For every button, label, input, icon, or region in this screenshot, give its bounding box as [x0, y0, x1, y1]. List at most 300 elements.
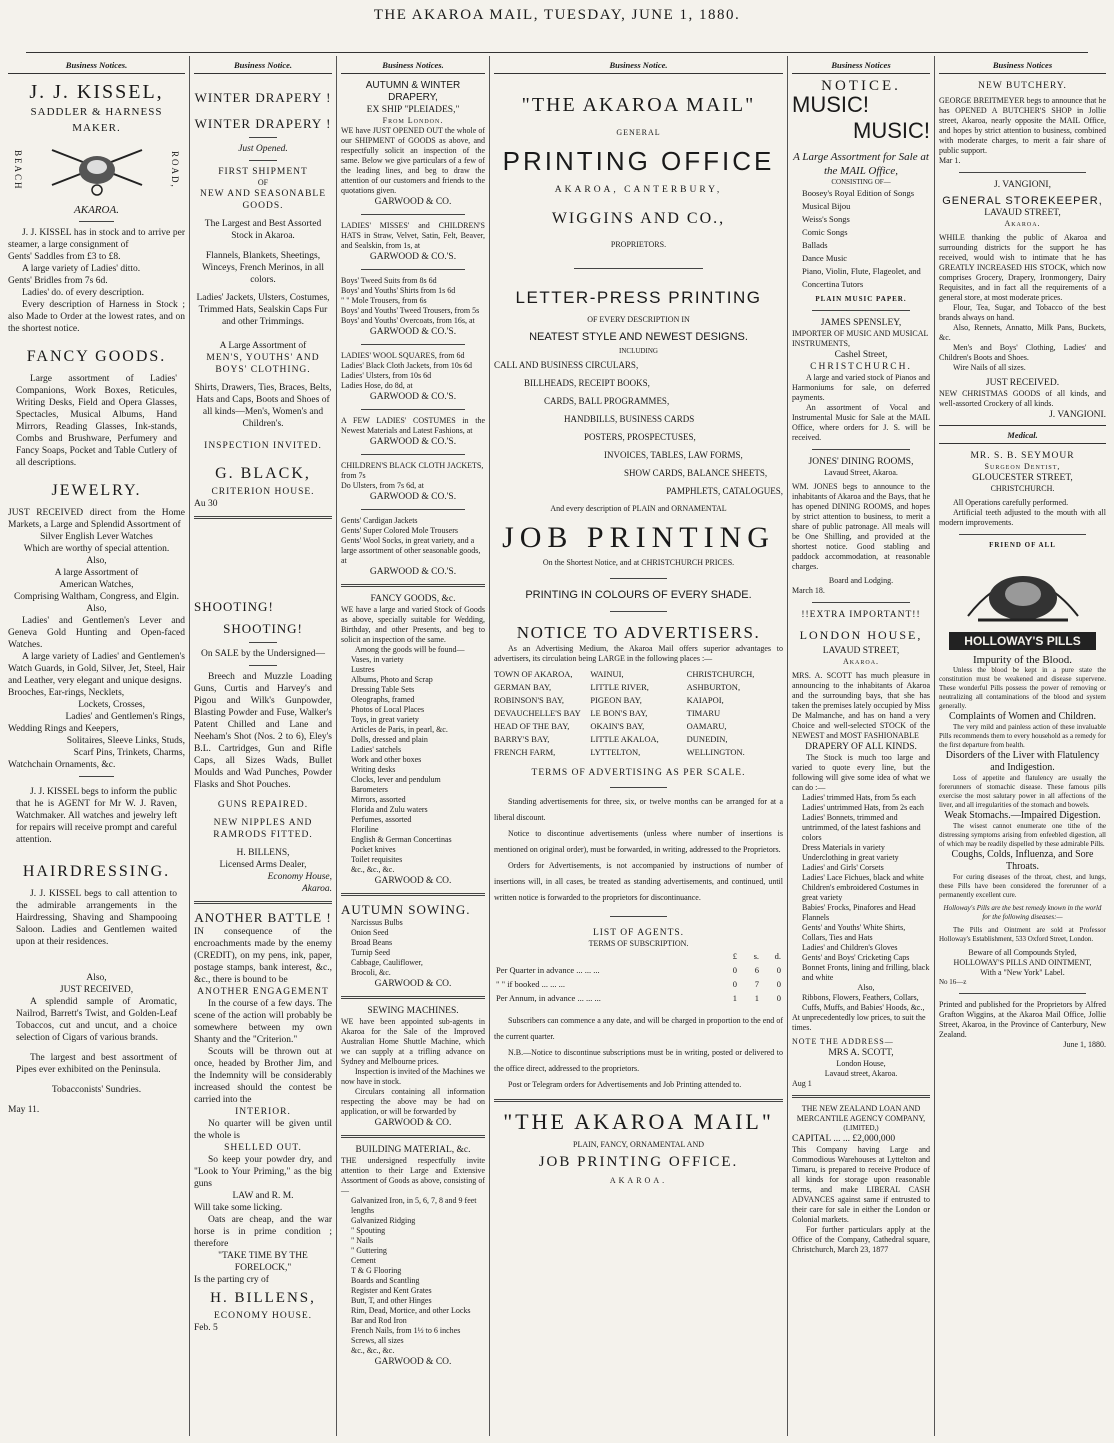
- list-item: Ladies' and Children's Gloves: [802, 943, 898, 952]
- place: TOWN OF AKAROA,: [494, 669, 573, 679]
- jones-title: JONES' DINING ROOMS,: [808, 457, 914, 467]
- list-item: Bar and Rod Iron: [351, 1316, 407, 1325]
- column-heading: Business Notices.: [8, 56, 185, 74]
- column-heading: Business Notices: [792, 56, 930, 74]
- place: FRENCH FARM,: [494, 747, 556, 757]
- list-item: Babies' Frocks, Pinafores and Head Flannels: [802, 903, 916, 922]
- list-item: POSTERS, PROSPECTUSES,: [584, 432, 696, 442]
- drapery-line: INSPECTION INVITED.: [204, 441, 322, 451]
- list-item: Ribbons, Flowers, Feathers, Collars, Cuffs, Muffs, and Babies' Hoods, &c.,: [802, 993, 925, 1012]
- divider: [341, 996, 485, 999]
- list-item: " Spouting: [351, 1226, 386, 1235]
- sewing-body: WE have been appointed sub-agents in Akaroa for the Sale of the Improved Australian Home Shuttle Machine, which we can supply at a trifling advance on Sydney and Melbourne prices.: [341, 1017, 485, 1066]
- seymour-street: GLOUCESTER STREET,: [972, 473, 1073, 483]
- autumn-from: From London.: [382, 116, 444, 125]
- liver-title: Disorders of the Liver with Flatulency and Indigestion.: [945, 750, 1100, 773]
- list-item: Underclothing in great variety: [802, 853, 899, 862]
- holloway-emblem-icon: [948, 556, 1098, 626]
- masthead: [0, 0, 1114, 58]
- list-item: Floriline: [351, 825, 379, 834]
- divider: [194, 516, 332, 519]
- jewelry-line: JUST RECEIVED direct from the Home Markets, a Large and Splendid Assortment of: [8, 508, 185, 530]
- autumn-costumes: A FEW LADIES' COSTUMES in the Newest Materials and Latest Fashions, at: [341, 416, 485, 435]
- autumn-wool: LADIES' WOOL SQUARES, from 6d: [341, 351, 465, 360]
- table-cell: 0: [732, 965, 737, 975]
- list-item: Oleographs, framed: [351, 695, 415, 704]
- list-item: Onion Seed: [351, 928, 389, 937]
- drapery-line: Shirts, Drawers, Ties, Braces, Belts, Hats and Caps, Boots and Shoes of all kinds—Men's, Women's and Children's.: [194, 383, 332, 429]
- vangioni-town: Akaroa.: [1004, 219, 1041, 228]
- complaints-title: Complaints of Women and Children.: [948, 711, 1097, 722]
- list-item: Lustres: [351, 665, 375, 674]
- drapery-title: WINTER DRAPERY !: [194, 90, 332, 105]
- spensley-importer: IMPORTER OF MUSIC AND MUSICAL INSTRUMENTS,: [792, 329, 929, 348]
- place: LYTTELTON,: [590, 747, 641, 757]
- jones-body: WM. JONES begs to announce to the inhabitants of Akaroa and the Bays, that he has opened DINING ROOMS, and hopes by strict attention to business, to merit a share of public patronage. All meals will be One Shilling, and provided at the shortest notice. Good stabling and paddock accommodation, at reasonable charges.: [792, 482, 930, 571]
- autumn-ulsters: Do Ulsters, from 7s 6d, at: [341, 481, 424, 490]
- list-item: Butt, T, and other Hinges: [351, 1296, 432, 1305]
- autumn-wool: Ladies' Black Cloth Jackets, from 10s 6d: [341, 361, 472, 370]
- shooting-ad: [194, 599, 332, 895]
- seymour-title: Surgeon Dentist,: [984, 462, 1061, 471]
- saddle-emblem-icon: [42, 140, 152, 200]
- fancy-title: FANCY GOODS, &c.: [370, 594, 456, 604]
- list-item: INVOICES, TABLES, LAW FORMS,: [604, 450, 743, 460]
- building-title: BUILDING MATERIAL, &c.: [355, 1145, 471, 1155]
- sewing-body: Inspection is invited of the Machines we now have in stock.: [341, 1067, 485, 1086]
- vangioni-body: Also, Rennets, Annatto, Milk Pans, Buckets, &c.: [939, 323, 1106, 342]
- jewelry-line: American Watches,: [59, 580, 134, 590]
- music-assortment: A Large Assortment for Sale at the MAIL Office,: [793, 151, 929, 177]
- autumn-wool: Ladies Hose, do 8d, at: [341, 381, 413, 390]
- battle-time: "TAKE TIME BY THE FORELOCK,": [218, 1251, 308, 1273]
- divider: [610, 916, 668, 917]
- nz-title: THE NEW ZEALAND LOAN AND MERCANTILE AGENCY COMPANY,: [796, 1104, 926, 1123]
- letterpress-every: OF EVERY DESCRIPTION IN: [587, 315, 690, 324]
- fancy-list: [341, 655, 485, 875]
- battle-engagement: ANOTHER ENGAGEMENT: [197, 987, 329, 997]
- divider: [361, 344, 465, 345]
- list-item: Dolls, dressed and plain: [351, 735, 428, 744]
- divider: [792, 1095, 930, 1098]
- vangioni-body: Flour, Tea, Sugar, and Tobacco of the best brands always on hand.: [939, 303, 1106, 322]
- column-heading: Business Notice.: [494, 56, 783, 74]
- shooting-title: SHOOTING!: [194, 599, 274, 614]
- list-item: Photos of Local Places: [351, 705, 425, 714]
- autumn-sowing-ad: [341, 902, 485, 990]
- place: DUNEDIN,: [686, 734, 728, 744]
- list-item: Ladies' Lace Fichues, black and white: [802, 873, 924, 882]
- list-item: HANDBILLS, BUSINESS CARDS: [564, 414, 695, 424]
- divider: [249, 137, 277, 138]
- shooting-signature: H. BILLENS,: [236, 848, 290, 858]
- agents-title: LIST OF AGENTS.: [592, 928, 685, 938]
- tobacco-line: Also,: [86, 973, 107, 983]
- drapery-date: Au 30: [194, 499, 218, 509]
- drapery-kinds: DRAPERY OF ALL KINDS.: [805, 742, 917, 752]
- jewelry-line: Silver English Lever Watches: [40, 532, 153, 542]
- autumn-boys: " " Mole Trousers, from 6s: [341, 296, 427, 305]
- autumn-ship: EX SHIP "PLEIADES,": [366, 105, 460, 115]
- nz-body: This Company having Large and Commodious Warehouses at Lyttelton and Timaru, is prepared to receive Produce of all kinds for storage upon reasonable terms, and make LIBERAL CASH ADVANCES against same if entrusted to their care for sale in either the London or Colonial markets.: [792, 1145, 930, 1224]
- fancy-goods-ad: [8, 345, 185, 469]
- list-item: Boards and Scantling: [351, 1276, 420, 1285]
- advertisers-title: NOTICE TO ADVERTISERS.: [516, 623, 761, 642]
- divider: [361, 454, 465, 455]
- jewelry-line: Which are worthy of special attention.: [23, 544, 170, 554]
- drapery-line: Flannels, Blankets, Sheetings, Winceys, French Merinos, in all colors.: [201, 251, 325, 285]
- scott-street: Lavaud street, Akaroa.: [824, 1069, 898, 1078]
- printing-list: [494, 356, 783, 500]
- table-header: d.: [774, 951, 781, 961]
- list-item: Children's embroidered Costumes in great variety: [802, 883, 919, 902]
- spensley-body: An assortment of Vocal and Instrumental Music for Sale at the MAIL Office, where orders for J. S. will be received.: [792, 403, 930, 442]
- pill-body: Loss of appetite and flatulency are usually the forerunners of stomachic disease. These famous pills exercise the most salutary power in all affections of the liver, and all irregularities of the stomach and bowels.: [939, 774, 1106, 809]
- page-title: THE AKAROA MAIL, TUESDAY, JUNE 1, 1880.: [373, 7, 741, 23]
- table-cell: Per Annum, in advance ... ... ...: [496, 993, 601, 1003]
- shortest-notice: On the Shortest Notice, and at CHRISTCHURCH PRICES.: [542, 558, 735, 567]
- sewing-title: SEWING MACHINES.: [367, 1006, 459, 1016]
- list-item: Bonnet Fronts, lining and frilling, black and white: [802, 963, 930, 982]
- column-2: [189, 56, 336, 1436]
- place: ASHBURTON,: [686, 682, 741, 692]
- music-consisting: CONSISTING OF—: [831, 178, 891, 186]
- seymour-city: CHRISTCHURCH.: [990, 484, 1055, 493]
- list-item: Rim, Dead, Mortice, and other Locks: [351, 1306, 471, 1315]
- shooting-house: Economy House,: [267, 872, 332, 882]
- place: TIMARU: [686, 708, 721, 718]
- place: LITTLE RIVER,: [590, 682, 649, 692]
- letterpress-neatest: NEATEST STYLE AND NEWEST DESIGNS.: [529, 331, 748, 343]
- jewelry-title: JEWELRY.: [51, 482, 142, 499]
- garwood-signature: GARWOOD & CO.'S.: [369, 437, 457, 447]
- table-cell: 1: [754, 993, 759, 1003]
- side-label-right: ROAD,: [170, 151, 180, 189]
- general-storekeeper: GENERAL STOREKEEPER,: [942, 195, 1103, 207]
- list-item: Ballads: [802, 240, 828, 250]
- butchery-body: GEORGE BREITMEYER begs to announce that he has OPENED A BUTCHER'S SHOP in Jollie street, Akaroa, nearly opposite the MAIL Office, and hopes by strict attention to business, combined with moderate charges, to merit a fair share of public support.: [939, 96, 1106, 155]
- tobacco-line: The largest and best assortment of Pipes ever exhibited on the Peninsula.: [16, 1053, 177, 1075]
- pill-best: Holloway's Pills are the best remedy known in the world for the following diseases:—: [943, 904, 1102, 921]
- divider: [959, 534, 1086, 535]
- music-title: MUSIC!: [792, 92, 869, 117]
- battle-cry: Is the parting cry of: [194, 1275, 269, 1285]
- table-header: s.: [753, 951, 759, 961]
- list-item: Ladies' and Girls' Corsets: [802, 863, 884, 872]
- autumn-gents: Gents' Cardigan Jackets: [341, 516, 418, 525]
- jewelry-ad: [8, 479, 185, 850]
- terms-line: TERMS OF ADVERTISING AS PER SCALE.: [531, 768, 746, 778]
- scott-date: Aug 1: [792, 1079, 812, 1088]
- table-cell: 1: [732, 993, 737, 1003]
- scott-prices: At unprecedentedly low prices, to suit the times.: [792, 1013, 926, 1032]
- vangioni-body: WHILE thanking the public of Akaroa and surrounding districts for the support he has received, would wish to intimate that he has GREATLY INCREASED HIS STOCK, which now comprises Grocery, Drapery, Ironmongery, Dairy Requisites, and in fact all the requirements of a general store, at most moderate prices.: [939, 233, 1106, 302]
- divider: [341, 1135, 485, 1138]
- column-heading: Business Notices: [939, 56, 1106, 74]
- table-row: [494, 963, 783, 977]
- sub-para: N.B.—Notice to discontinue subscriptions must be in writing, posted or delivered to the office direct, addressed to the proprietors.: [494, 1048, 783, 1073]
- list-item: Piano, Violin, Flute, Flageolet, and Concertina Tutors: [802, 266, 921, 289]
- list-item: Broad Beans: [351, 938, 393, 947]
- jones-date: March 18.: [792, 586, 825, 595]
- garwood-signature: GARWOOD & CO.'S.: [369, 327, 457, 337]
- music-title: MUSIC!: [853, 118, 930, 143]
- list-item: Gents' and Boys' Cricketing Caps: [802, 953, 910, 962]
- sewing-machines-ad: [341, 1005, 485, 1129]
- list-item: " Guttering: [351, 1246, 387, 1255]
- table-row: [494, 949, 783, 963]
- printing-proprietors: PROPRIETORS.: [610, 240, 667, 249]
- autumn-gents: Gents' Wool Socks, in great variety, and a large assortment of other seasonable goods, at: [341, 536, 481, 565]
- place: CHRISTCHURCH,: [686, 669, 755, 679]
- autumn-boys: Boys' Tweed Suits from 8s 6d: [341, 276, 437, 285]
- battle-shelled: SHELLED OUT.: [224, 1143, 302, 1153]
- places-grid: [494, 668, 783, 759]
- kissel-name: J. J. KISSEL,: [29, 81, 164, 103]
- list-item: Boosey's Royal Edition of Songs: [802, 188, 915, 198]
- jewelry-line: Brooches, Ear-rings, Necklets,: [8, 688, 125, 698]
- divider: [959, 993, 1086, 994]
- list-item: Dressing Table Sets: [351, 685, 415, 694]
- spensley-name: JAMES SPENSLEY,: [820, 318, 902, 328]
- divider: [610, 578, 668, 579]
- column-3: [336, 56, 489, 1436]
- pill-body: The very mild and painless action of these invaluable Pills recommends them to every household as a remedy for the first departure from health.: [939, 723, 1106, 749]
- list-item: Gents' and Youths' White Shirts, Collars, Ties and Hats: [802, 923, 906, 942]
- garwood-signature: GARWOOD & CO.'S.: [369, 392, 457, 402]
- list-item: Ladies' untrimmed Hats, from 2s each: [802, 803, 924, 812]
- list-item: Turnip Seed: [351, 948, 391, 957]
- vangioni-body: NEW CHRISTMAS GOODS of all kinds, and well-assorted Crockery of all kinds.: [939, 389, 1106, 408]
- divider: [361, 214, 465, 215]
- list-item: SHOW CARDS, BALANCE SHEETS,: [624, 468, 768, 478]
- jewelry-line: Also,: [86, 604, 107, 614]
- list-item: French Nails, from 1½ to 6 inches: [351, 1326, 461, 1335]
- list-item: Galvanized Iron, in 5, 6, 7, 8 and 9 feet lengths: [351, 1196, 477, 1215]
- friend-of-all: FRIEND OF ALL: [989, 541, 1056, 549]
- kissel-town: AKAROA.: [74, 204, 119, 216]
- battle-body: Scouts will be thrown out at once, headed by Brother Jim, and the Indemnity will be considerably increased should the contest be carried into the: [194, 1047, 332, 1105]
- autumn-wool: Ladies' Ulsters, from 10s 6d: [341, 371, 432, 380]
- impurity-title: Impurity of the Blood.: [973, 654, 1072, 666]
- nz-capital: CAPITAL ... ... £2,000,000: [792, 1134, 896, 1144]
- place: BARRY'S BAY,: [494, 734, 550, 744]
- pill-body: Unless the blood be kept in a pure state the constitution must be weakened and disease supervene. These wonderful Pills possess the power of removing or neutralizing all contaminations of the blood and system generally.: [939, 666, 1106, 710]
- adv-para: Notice to discontinue advertisements (unless where number of insertions is mentioned on original order), must be forwarded, in writing, addressed to the Proprietors.: [494, 829, 783, 854]
- garwood-signature: GARWOOD & CO.'S.: [369, 252, 457, 262]
- jewelry-line: Ladies' and Gentlemen's Rings,: [65, 712, 185, 722]
- scott-address: NOTE THE ADDRESS—: [792, 1037, 894, 1046]
- list-item: T & G Flooring: [351, 1266, 402, 1275]
- divider: [959, 172, 1086, 173]
- list-item: Work and other boxes: [351, 755, 422, 764]
- divider: [79, 776, 114, 777]
- list-item: Vases, in variety: [351, 655, 404, 664]
- place: WAINUI,: [590, 669, 624, 679]
- seymour-body: All Operations carefully performed.: [953, 498, 1069, 507]
- london-street: LAVAUD STREET,: [822, 646, 900, 656]
- autumn-boys: Boys' and Youths' Tweed Trousers, from 5s: [341, 306, 480, 315]
- sub-para: Subscribers can commence a any date, and will be charged in proportion to the end of the current quarter.: [494, 1016, 783, 1041]
- garwood-signature: GARWOOD & CO.: [374, 1118, 452, 1128]
- list-item: &c., &c., &c.: [351, 865, 395, 874]
- place: ROBINSON'S BAY,: [494, 695, 565, 705]
- akaroa-footer: AKAROA.: [609, 1176, 668, 1185]
- autumn-title: AUTUMN & WINTER DRAPERY,: [365, 80, 461, 103]
- table-cell: 7: [754, 979, 759, 989]
- coughs-title: Coughs, Colds, Influenza, and Sore Throats.: [951, 849, 1094, 872]
- list-item: Screws, all sizes: [351, 1336, 404, 1345]
- list-item: Mirrors, assorted: [351, 795, 406, 804]
- vangioni-body: Wire Nails of all sizes.: [953, 363, 1026, 372]
- divider: [249, 665, 277, 666]
- list-item: Florida and Zulu waters: [351, 805, 428, 814]
- shooting-town: Akaroa.: [302, 884, 332, 894]
- table-row: [494, 977, 783, 991]
- subscription-title: TERMS OF SUBSCRIPTION.: [588, 939, 689, 948]
- autumn-boys: Boys' and Youths' Shirts from 1s 6d: [341, 286, 456, 295]
- spensley-street: Cashel Street,: [834, 350, 888, 360]
- divider: [574, 268, 703, 269]
- battle-body: Oats are cheap, and the war horse is in prime condition ; therefore: [194, 1215, 332, 1249]
- list-item: " Nails: [351, 1236, 374, 1245]
- list-item: Dance Music: [802, 253, 848, 263]
- divider: [249, 642, 277, 643]
- imprint-date: June 1, 1880.: [1063, 1040, 1106, 1049]
- drapery-title: WINTER DRAPERY !: [194, 116, 332, 131]
- adv-para: Orders for Advertisements, is not accompanied by instructions of number of insertions will, in all cases, be treated as standing advertisements, and continued, until written notice is forwarded to the proprietors for discontinuance.: [494, 861, 783, 902]
- sowing-list: [341, 918, 485, 978]
- list-item: Musical Bijou: [802, 201, 851, 211]
- notice-title: NOTICE.: [821, 78, 901, 94]
- printing-town: AKAROA, CANTERBURY,: [554, 185, 723, 195]
- list-item: Pocket knives: [351, 845, 396, 854]
- subscription-table: [494, 949, 783, 1005]
- masthead-rule: [26, 52, 1088, 53]
- table-cell: Per Quarter in advance ... ... ...: [496, 965, 600, 975]
- garwood-signature: GARWOOD & CO.: [374, 1357, 452, 1367]
- jewelry-line: Scarf Pins, Trinkets, Charms,: [73, 748, 185, 758]
- plain-ornamental: And every description of PLAIN and ORNAMENTAL: [550, 504, 727, 513]
- column-4: [489, 56, 787, 1436]
- hairdressing-title: HAIRDRESSING.: [22, 863, 171, 880]
- list-item: Comic Songs: [802, 227, 848, 237]
- divider: [812, 449, 910, 450]
- list-item: Toilet requisites: [351, 855, 403, 864]
- drapery-line: OF: [257, 178, 269, 187]
- jewelry-line: Solitaires, Sleeve Links, Studs,: [66, 736, 185, 746]
- scott-body: The Stock is much too large and varied to quote every line, but the following will give some idea of what we can do :—: [792, 753, 930, 792]
- list-item: Perfumes, assorted: [351, 815, 412, 824]
- divider: [194, 901, 332, 904]
- seymour-body: Artificial teeth adjusted to the mouth with all modern improvements.: [939, 508, 1106, 527]
- drapery-line: Ladies' Jackets, Ulsters, Costumes, Trimmed Hats, Sealskin Caps Fur and other Trimmings.: [196, 293, 330, 327]
- london-house-title: LONDON HOUSE,: [799, 628, 923, 642]
- spensley-body: A large and varied stock of Pianos and Harmoniums for sale, on deferred payments.: [792, 373, 930, 402]
- holloway-compound: HOLLOWAY'S PILLS AND OINTMENT,: [953, 958, 1092, 967]
- place: LITTLE AKALOA,: [590, 734, 659, 744]
- general-label: GENERAL: [616, 128, 661, 137]
- kissel-line: J. J. KISSEL has in stock and to arrive per steamer, a large consignment of: [8, 228, 185, 250]
- divider: [812, 602, 910, 603]
- column-heading: Business Notices.: [341, 56, 485, 74]
- nz-limited: (LIMITED,): [843, 1124, 879, 1132]
- autumn-gents: Gents' Super Colored Mole Trousers: [341, 526, 458, 535]
- tobacco-line: JUST RECEIVED,: [59, 985, 134, 995]
- list-item: PAMPHLETS, CATALOGUES,: [666, 486, 783, 496]
- place: OKAIN'S BAY,: [590, 721, 645, 731]
- scott-name: MRS A. SCOTT,: [828, 1048, 894, 1058]
- place: HEAD OF THE BAY,: [494, 721, 570, 731]
- battle-house: ECONOMY HOUSE.: [213, 1311, 313, 1321]
- pill-body: For curing diseases of the throat, chest, and lungs, these Pills have been considered the forerunner of a permanently excellent cure.: [939, 873, 1106, 899]
- list-item: Narcissus Bulbs: [351, 918, 403, 927]
- music-list: [792, 187, 930, 291]
- battle-interior: INTERIOR.: [235, 1107, 291, 1117]
- battle-body: In the course of a few days. The scene of the action will probably be somewhere between my own Shanty and the "Criterion.": [194, 999, 332, 1045]
- colours-line: PRINTING IN COLOURS OF EVERY SHADE.: [525, 589, 752, 601]
- list-item: Clocks, lever and pendulum: [351, 775, 441, 784]
- just-received: JUST RECEIVED.: [985, 378, 1060, 388]
- scott-body: MRS. A. SCOTT has much pleasure in announcing to the inhabitants of Akaroa and the surrounding bays, that she has taken the premises lately occupied by Miss De Malmanche, and has on hand a very Choice and well-selected STOCK of the NEWEST and MOST FASHIONABLE: [792, 671, 930, 740]
- place: DEVAUCHELLE'S BAY: [494, 708, 581, 718]
- drapery-line: The Largest and Best Assorted Stock in Akaroa.: [204, 219, 322, 241]
- list-item: Albums, Photo and Scrap: [351, 675, 433, 684]
- place: LE BON'S BAY,: [590, 708, 648, 718]
- pill-body: The Pills and Ointment are sold at Professor Holloway's Establishment, 533 Oxford Street, London.: [939, 926, 1106, 943]
- place: WELLINGTON.: [686, 747, 745, 757]
- jewelry-line: Wedding Rings and Keepers,: [8, 724, 119, 734]
- ad-number: No 16—z: [939, 978, 967, 986]
- nipples-fitted: NEW NIPPLES AND RAMRODS FITTED.: [213, 818, 313, 840]
- garwood-signature: GARWOOD & CO.: [374, 876, 452, 886]
- seymour-name: MR. S. B. SEYMOUR: [970, 451, 1075, 461]
- table-cell: " " if booked ... ... ...: [496, 979, 566, 989]
- printing-firm: WIGGINS AND CO.,: [551, 210, 726, 227]
- kissel-line: Every description of Harness in Stock ; also Made to Order at the lowest rates, and on the shortest notice.: [8, 300, 185, 334]
- beware-line: Beware of all Compounds Styled,: [968, 948, 1077, 957]
- imprint: Printed and published for the Proprietors by Alfred Grafton Wiggins, at the Akaroa Mail Office, Jollie Street, Akaroa, in the Province of Canterbury, New Zealand.: [939, 1000, 1106, 1039]
- list-item: Writing desks: [351, 765, 396, 774]
- guns-repaired: GUNS REPAIRED.: [217, 800, 309, 810]
- hairdressing-ad: [8, 860, 185, 948]
- fancy-goods-title: FANCY GOODS.: [26, 348, 167, 365]
- plain-music-paper: PLAIN MUSIC PAPER.: [815, 295, 907, 303]
- jones-board: Board and Lodging.: [828, 576, 894, 585]
- drapery-line: MEN'S, YOUTHS' AND BOYS' CLOTHING.: [206, 353, 320, 375]
- list-item: BILLHEADS, RECEIPT BOOKS,: [524, 378, 650, 388]
- jewelry-line: A large variety of Ladies' and Gentlemen's Watch Guards, in Gold, Silver, Jet, Steel, Hair and Leather, very elegant and unique designs.: [8, 652, 185, 686]
- autumn-drapery-ad: [341, 80, 485, 578]
- advertisers-body: As an Advertising Medium, the Akaroa Mail offers superior advantages to advertisers, its circulation being LARGE in the following places :—: [494, 644, 783, 663]
- extra-important: !!EXTRA IMPORTANT!!: [801, 610, 921, 620]
- battle-body: Will take some licking.: [194, 1203, 283, 1213]
- letterpress-title: LETTER-PRESS PRINTING: [515, 288, 762, 307]
- list-item: Brocoli, &c.: [351, 968, 391, 977]
- fancy-goods-body: Large assortment of Ladies' Companions, Work Boxes, Reticules, Writing Desks, Field and Opera Glasses, Spectacles, Musical Albums, Hand Mirrors, Reading Glasses, Ink-stands, Combs and Brushware, Perfumery and Fancy Soaps, Pocket and Table Cutlery of all descriptions.: [16, 374, 177, 468]
- list-item: English & German Concertinas: [351, 835, 452, 844]
- list-item: Dress Materials in variety: [802, 843, 885, 852]
- mail-title: "THE AKAROA MAIL": [521, 94, 756, 116]
- list-item: &c., &c., &c.: [351, 1346, 395, 1355]
- jones-street: Lavaud Street, Akaroa.: [824, 468, 898, 477]
- drapery-opened: Just Opened.: [238, 144, 288, 154]
- tobacco-line: Tobacconists' Sundries.: [51, 1085, 142, 1095]
- divider: [79, 221, 114, 222]
- table-cell: 0: [776, 965, 781, 975]
- table-row: [494, 991, 783, 1005]
- garwood-signature: GARWOOD & CO.'S.: [369, 492, 457, 502]
